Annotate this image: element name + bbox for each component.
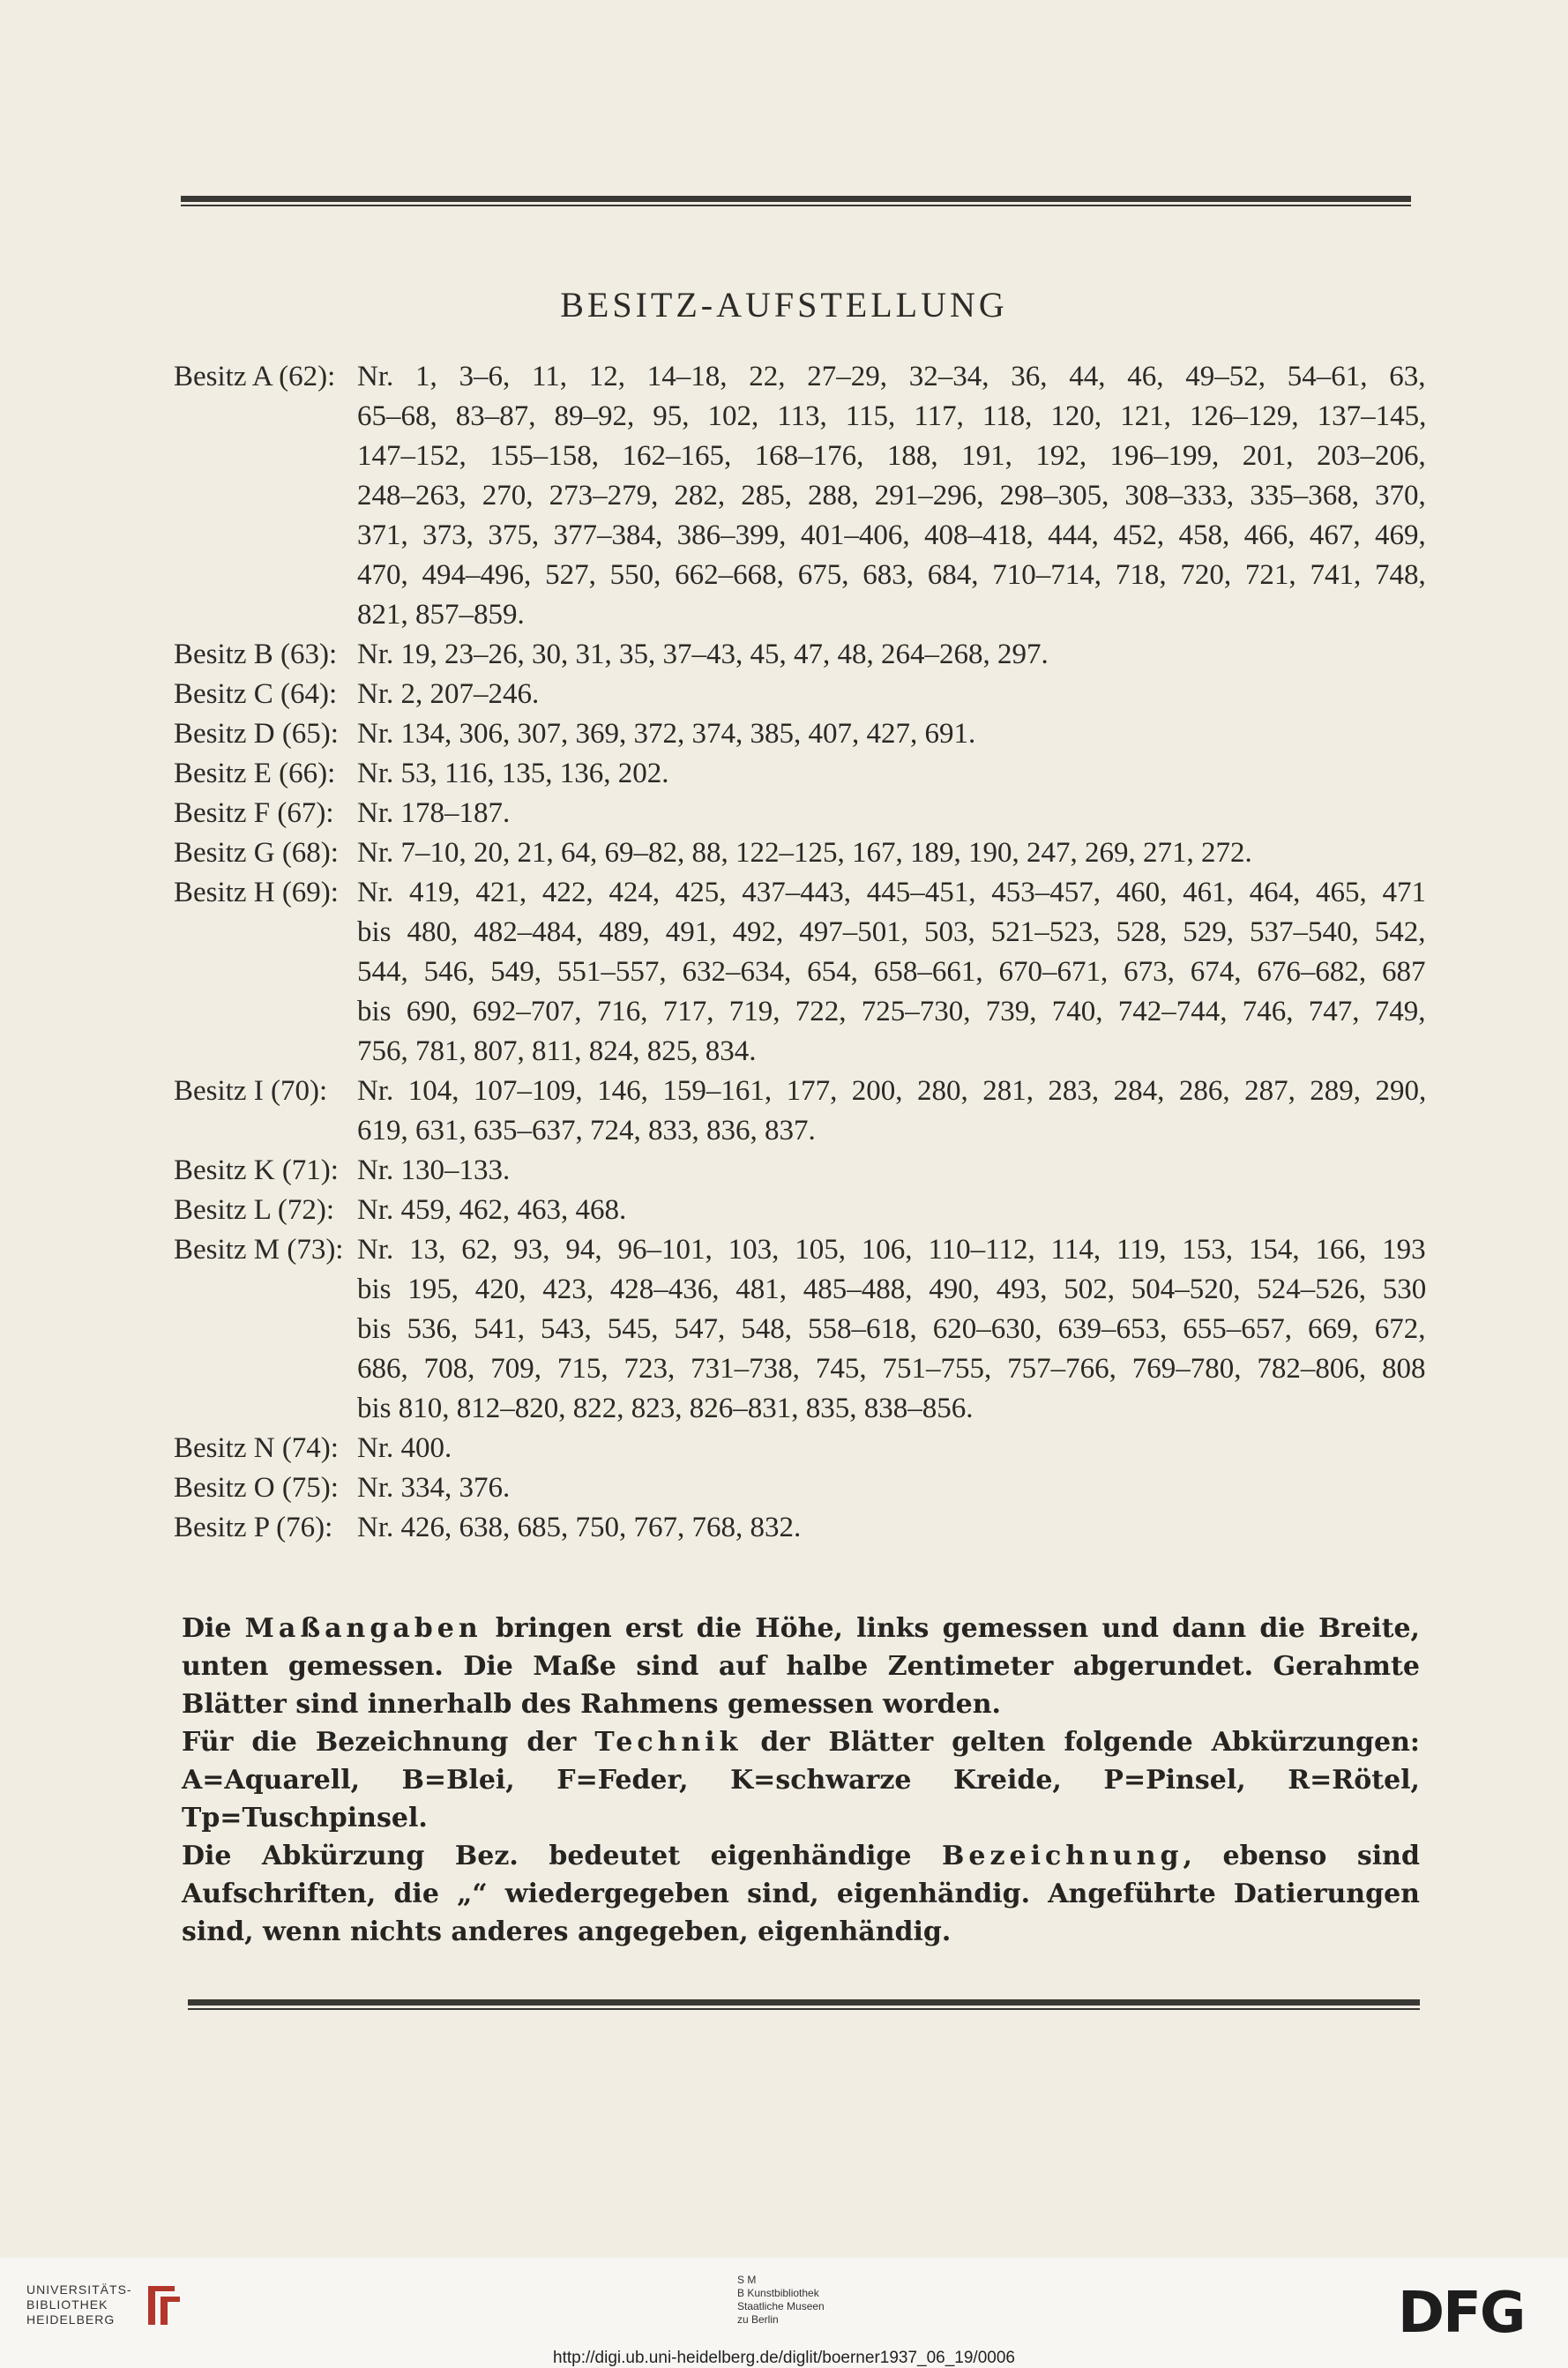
owner-label: Besitz K (71): (174, 1154, 339, 1186)
ownership-entry (174, 1508, 1426, 1548)
note-dimensions: Die Maßangaben bringen erst die Höhe, links gemessen und dann die Breite, unten gemessen. Die Maße sind auf halbe Zentimeter abgerundet. Gerahmte Blätter sind innerhalb des Rahmens gemessen worden. (182, 1613, 1420, 1720)
catalog-numbers-line: Nr. 7–10, 20, 21, 64, 69–82, 88, 122–125, 167, 189, 190, 247, 269, 271, 272. (357, 837, 1252, 869)
catalog-numbers-line: 470, 494–496, 527, 550, 662–668, 675, 683, 684, 710–714, 718, 720, 721, 741, 748, (357, 559, 1426, 591)
library-name: UNIVERSITÄTS- BIBLIOTHEK HEIDELBERG (26, 2282, 132, 2327)
catalog-numbers (357, 1468, 1426, 1508)
library-logo-icon (141, 2281, 185, 2330)
ownership-entry (174, 635, 1426, 675)
bottom-rule (188, 1999, 1420, 2010)
ownership-entry (174, 1230, 1426, 1429)
owner-label: Besitz P (76): (174, 1512, 333, 1543)
owner-label: Besitz M (73): (174, 1234, 344, 1266)
catalog-numbers-line: Nr. 1, 3–6, 11, 12, 14–18, 22, 27–29, 32–34, 36, 44, 46, 49–52, 54–61, 63, (357, 361, 1426, 392)
owner-label: Besitz D (65): (174, 718, 339, 750)
catalog-numbers-line: bis 195, 420, 423, 428–436, 481, 485–488, 490, 493, 502, 504–520, 524–526, 530 (357, 1274, 1427, 1305)
catalog-numbers-line: 686, 708, 709, 715, 723, 731–738, 745, 751–755, 757–766, 769–780, 782–806, 808 (357, 1353, 1426, 1385)
catalog-numbers (357, 1072, 1426, 1151)
catalog-numbers-line: 821, 857–859. (357, 599, 525, 631)
catalog-numbers-line: 65–68, 83–87, 89–92, 95, 102, 113, 115, 117, 118, 120, 121, 126–129, 137–145, (357, 400, 1427, 432)
catalog-numbers (357, 754, 1426, 794)
catalog-numbers-line: bis 480, 482–484, 489, 491, 492, 497–501, 503, 521–523, 528, 529, 537–540, 542, (357, 916, 1426, 948)
ownership-list (174, 357, 1426, 1548)
ownership-entry (174, 794, 1426, 833)
catalog-numbers-line: Nr. 178–187. (357, 797, 511, 829)
ownership-entry (174, 754, 1426, 794)
owner-label: Besitz E (66): (174, 758, 336, 789)
catalog-numbers-line: 248–263, 270, 273–279, 282, 285, 288, 291–296, 298–305, 308–333, 335–368, 370, (357, 480, 1426, 512)
ownership-entry (174, 675, 1426, 714)
catalog-numbers-line: Nr. 19, 23–26, 30, 31, 35, 37–43, 45, 47, 48, 264–268, 297. (357, 639, 1049, 670)
catalog-numbers-line: bis 810, 812–820, 822, 823, 826–831, 835, 838–856. (357, 1393, 974, 1424)
catalog-numbers (357, 675, 1426, 714)
catalog-numbers-line: bis 690, 692–707, 716, 717, 719, 722, 725–730, 739, 740, 742–744, 746, 747, 749, (357, 996, 1426, 1027)
owner-label: Besitz O (75): (174, 1472, 339, 1504)
owner-label: Besitz A (62): (174, 361, 336, 392)
catalog-numbers (357, 873, 1426, 1072)
catalog-numbers (357, 1429, 1426, 1468)
ownership-entry (174, 1151, 1426, 1191)
note-technique: Für die Bezeichnung der Technik der Blätter gelten folgende Abkürzungen: A=Aquarell, B=Blei, F=Feder, K=schwarze Kreide, P=Pinsel, R=Rötel, Tp=Tuschpinsel. (182, 1727, 1420, 1834)
notes-section (182, 1610, 1420, 1951)
catalog-numbers-line: Nr. 104, 107–109, 146, 159–161, 177, 200, 280, 281, 283, 284, 286, 287, 289, 290, (357, 1075, 1427, 1107)
owner-label: Besitz F (67): (174, 797, 334, 829)
catalog-numbers-line: 371, 373, 375, 377–384, 386–399, 401–406, 408–418, 444, 452, 458, 466, 467, 469, (357, 519, 1426, 551)
ownership-entry (174, 1429, 1426, 1468)
top-rule (181, 196, 1411, 206)
owner-label: Besitz G (68): (174, 837, 339, 869)
owner-label: Besitz L (72): (174, 1194, 335, 1226)
catalog-numbers-line: 544, 546, 549, 551–557, 632–634, 654, 658–661, 670–671, 673, 674, 676–682, 687 (357, 956, 1426, 988)
ownership-entry (174, 1191, 1426, 1230)
dfg-logo: DFG (1398, 2281, 1525, 2346)
catalog-numbers-line: Nr. 426, 638, 685, 750, 767, 768, 832. (357, 1512, 802, 1543)
owner-label: Besitz I (70): (174, 1075, 328, 1107)
ownership-entry (174, 714, 1426, 754)
owner-label: Besitz B (63): (174, 639, 338, 670)
ownership-entry (174, 1072, 1426, 1151)
page-title: BESITZ-AUFSTELLUNG (560, 285, 1008, 325)
catalog-numbers (357, 1151, 1426, 1191)
catalog-numbers (357, 794, 1426, 833)
catalog-numbers-line: Nr. 130–133. (357, 1154, 511, 1186)
ownership-entry (174, 1468, 1426, 1508)
catalog-numbers-line: 619, 631, 635–637, 724, 833, 836, 837. (357, 1115, 816, 1147)
ownership-entry (174, 357, 1426, 635)
catalog-numbers (357, 357, 1426, 635)
catalog-numbers-line: bis 536, 541, 543, 545, 547, 548, 558–618, 620–630, 639–653, 655–657, 669, 672, (357, 1313, 1426, 1345)
catalog-numbers (357, 833, 1426, 873)
catalog-numbers-line: Nr. 53, 116, 135, 136, 202. (357, 758, 669, 789)
owner-label: Besitz C (64): (174, 678, 338, 710)
owner-label: Besitz N (74): (174, 1432, 339, 1464)
note-inscription: Die Abkürzung Bez. bedeutet eigenhändige Bezeichnung, ebenso sind Aufschriften, die „“ wiedergegeben sind, eigenhändig. Angeführte Datierungen sind, wenn nichts anderes angegeben, eigenhändig. (182, 1841, 1420, 1947)
catalog-numbers-line: 147–152, 155–158, 162–165, 168–176, 188, 191, 192, 196–199, 201, 203–206, (357, 440, 1426, 472)
smb-logo-text: S M B Kunstbibliothek Staatliche Museen zu Berlin (737, 2274, 825, 2326)
ownership-entry (174, 873, 1426, 1072)
catalog-numbers (357, 714, 1426, 754)
viewer-footer (0, 2258, 1568, 2368)
catalog-numbers (357, 1230, 1426, 1429)
catalog-numbers-line: Nr. 400. (357, 1432, 452, 1464)
catalog-numbers-line: Nr. 419, 421, 422, 424, 425, 437–443, 445–451, 453–457, 460, 461, 464, 465, 471 (357, 877, 1426, 908)
catalog-numbers-line: 756, 781, 807, 811, 824, 825, 834. (357, 1035, 757, 1067)
catalog-numbers-line: Nr. 134, 306, 307, 369, 372, 374, 385, 407, 427, 691. (357, 718, 976, 750)
source-url-link[interactable]: http://digi.ub.uni-heidelberg.de/diglit/boerner1937_06_19/0006 (553, 2349, 1015, 2367)
catalog-numbers (357, 1508, 1426, 1548)
catalog-numbers (357, 1191, 1426, 1230)
catalog-numbers-line: Nr. 13, 62, 93, 94, 96–101, 103, 105, 106, 110–112, 114, 119, 153, 154, 166, 193 (357, 1234, 1426, 1266)
ownership-entry (174, 833, 1426, 873)
catalog-numbers (357, 635, 1426, 675)
catalog-numbers-line: Nr. 2, 207–246. (357, 678, 540, 710)
catalog-numbers-line: Nr. 459, 462, 463, 468. (357, 1194, 627, 1226)
catalog-numbers-line: Nr. 334, 376. (357, 1472, 511, 1504)
owner-label: Besitz H (69): (174, 877, 339, 908)
